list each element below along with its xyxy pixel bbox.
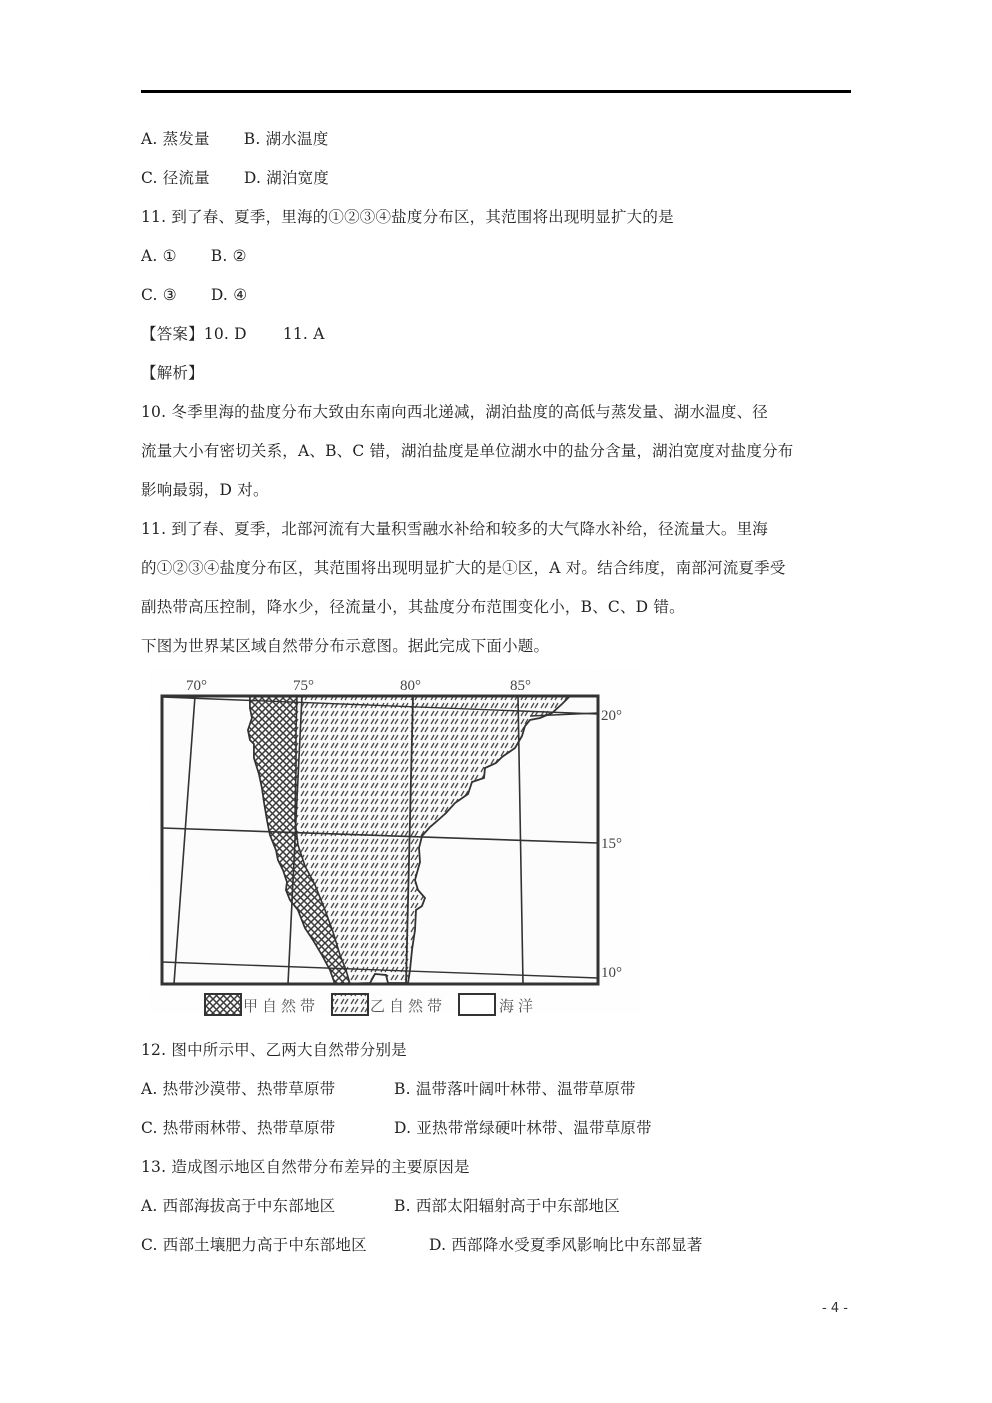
q11-option-b: B. ②: [210, 247, 247, 265]
legend-label-ocean: 海洋: [499, 997, 538, 1015]
q10-options-row-2: [141, 168, 329, 188]
answer-row: [141, 324, 325, 344]
lat-label-20: 20°: [601, 708, 622, 724]
q12-options-row-2: [141, 1118, 652, 1138]
q11-stem: 11. 到了春、夏季，里海的①②③④盐度分布区，其范围将出现明显扩大的是: [141, 208, 674, 226]
q13-option-d: D. 西部降水受夏季风影响比中东部显著: [429, 1236, 703, 1254]
analysis-10-line-3: 影响最弱，D 对。: [141, 481, 269, 499]
lat-label-10: 10°: [601, 965, 622, 981]
q10-option-d: D. 湖泊宽度: [243, 169, 330, 187]
page-number: - 4 -: [822, 1301, 848, 1316]
q11-option-a: A. ①: [141, 247, 177, 265]
q13-options-row-2: [141, 1235, 703, 1255]
q13-option-a: A. 西部海拔高于中东部地区: [141, 1197, 336, 1215]
analysis-11-line-1: 11. 到了春、夏季，北部河流有大量积雪融水补给和较多的大气降水补给，径流量大。里海: [141, 520, 768, 538]
analysis-11-line-2: 的①②③④盐度分布区，其范围将出现明显扩大的是①区，A 对。结合纬度，南部河流夏季受: [141, 559, 786, 577]
q10-option-b: B. 湖水温度: [243, 130, 329, 148]
q13-stem: 13. 造成图示地区自然带分布差异的主要原因是: [141, 1158, 470, 1176]
legend-swatch-jia: [205, 994, 241, 1015]
q11-options-row-2: [141, 285, 247, 305]
lon-label-85: 85°: [510, 678, 531, 694]
analysis-label: 【解析】: [141, 364, 204, 382]
legend-label-jia: 甲自然带: [243, 997, 320, 1015]
q13-options-row-1: [141, 1196, 620, 1216]
answer-label: 【答案】10. D: [141, 325, 247, 343]
q13-option-c: C. 西部土壤肥力高于中东部地区: [141, 1236, 367, 1254]
q12-option-b: B. 温带落叶阔叶林带、温带草原带: [394, 1080, 636, 1098]
q12-option-d: D. 亚热带常绿硬叶林带、温带草原带: [394, 1119, 652, 1137]
q12-stem: 12. 图中所示甲、乙两大自然带分别是: [141, 1041, 407, 1059]
q11-option-d: D. ④: [210, 286, 248, 304]
q12-option-c: C. 热带雨林带、热带草原带: [141, 1119, 336, 1137]
map-legend: [205, 994, 537, 1015]
lat-label-15: 15°: [601, 836, 622, 852]
lon-label-75: 75°: [293, 678, 314, 694]
lon-label-70: 70°: [186, 678, 207, 694]
header-rule: [141, 90, 851, 93]
natural-zone-map: [150, 670, 640, 1030]
q11-options-row-1: [141, 246, 247, 266]
q10-option-a: A. 蒸发量: [141, 130, 210, 148]
analysis-10-line-2: 流量大小有密切关系，A、B、C 错，湖泊盐度是单位湖水中的盐分含量，湖泊宽度对盐度分布: [141, 442, 794, 460]
analysis-10-line-1: 10. 冬季里海的盐度分布大致由东南向西北递减，湖泊盐度的高低与蒸发量、湖水温度、径: [141, 403, 768, 421]
legend-swatch-yi: [332, 994, 368, 1015]
legend-swatch-ocean: [459, 994, 495, 1015]
q10-options-row-1: [141, 129, 328, 149]
legend-label-yi: 乙自然带: [370, 997, 447, 1015]
q12-option-a: A. 热带沙漠带、热带草原带: [141, 1080, 336, 1098]
lon-label-80: 80°: [400, 678, 421, 694]
q13-option-b: B. 西部太阳辐射高于中东部地区: [394, 1197, 620, 1215]
q11-option-c: C. ③: [141, 286, 177, 304]
map-intro: 下图为世界某区域自然带分布示意图。据此完成下面小题。: [141, 637, 550, 655]
answer-second: 11. A: [282, 325, 325, 343]
q10-option-c: C. 径流量: [141, 169, 210, 187]
analysis-11-line-3: 副热带高压控制，降水少，径流量小，其盐度分布范围变化小，B、C、D 错。: [141, 598, 685, 616]
q12-options-row-1: [141, 1079, 636, 1099]
